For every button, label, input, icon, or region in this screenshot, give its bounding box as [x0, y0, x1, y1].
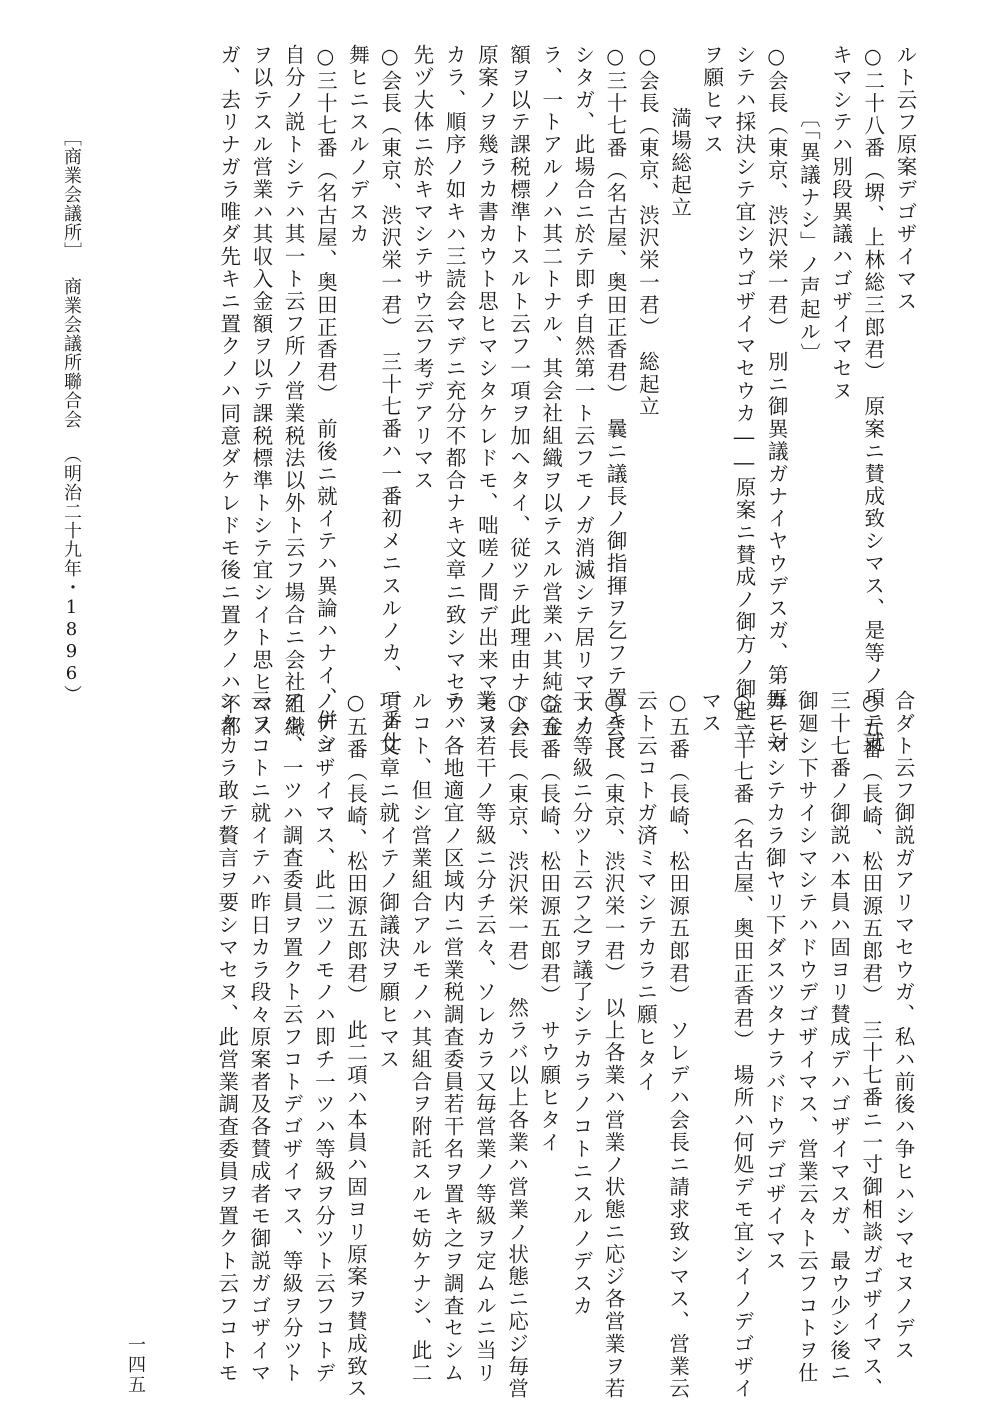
text-column: シタガ、此場合ニ於テ即チ自然第一ト云フモノガ消滅シテ居リマスカ: [570, 44, 595, 739]
text-column: テハ各地適宜ノ区域内ニ営業税調査委員若干名ヲ置キ之ヲ調査セシム: [440, 690, 465, 1385]
text-column: 満場総起立: [667, 107, 692, 219]
text-column: マス: [697, 690, 722, 735]
text-column: ○五番（長崎、松田源五郎君） サウ願ヒタイ: [536, 690, 561, 1154]
text-column: ○五番（長崎、松田源五郎君） ソレデハ会長ニ請求致シマス、営業云: [665, 690, 690, 1401]
text-column: キマシテハ別段異議ハゴザイマセヌ: [828, 44, 853, 403]
text-column: ラ、一トアルノハ其二トナル、其会社組織ヲ以テスル営業ハ其純益金: [538, 44, 563, 739]
text-column: ノデゴザイマス、此二ツノモノハ即チ一ツハ等級ヲ分ツト云フコトデ: [311, 690, 336, 1385]
text-column: ○五番（長崎、松田源五郎君） 此二項ハ本員ハ固ヨリ原案ヲ賛成致ス: [343, 690, 368, 1401]
text-column: ルコト、但シ営業組合アルモノハ其組合ヲ附託スルモ妨ケナシ、此二: [407, 690, 432, 1385]
text-column: 合ダト云フ御説ガアリマセウガ、私ハ前後ハ争ヒハシマセヌノデス: [891, 690, 915, 1362]
running-header: [58, 128, 84, 704]
text-column: 自分ノ説トシテハ其一ト云フ所ノ営業税法以外ト云フ場合ニ会社組織: [281, 44, 306, 739]
header-title: 商業会議所聯合会: [61, 277, 82, 429]
text-column: 項ノ文章ニ就イテノ御議決ヲ願ヒマス: [375, 690, 400, 1071]
text-column: ○会長（東京、渋沢栄一君） 別ニ御異議ガナイヤウデスガ、第五ニ対: [764, 44, 789, 755]
text-column: ○五番（長崎、松田源五郎君） 三十七番ニ一寸御相談ガゴザイマス、: [858, 690, 883, 1401]
text-column: ヲ以テスル営業ハ其収入金額ヲ以テ課税標準トシテ宜シイト思ヒマス: [248, 44, 273, 739]
text-column: 御廻シ下サイシマシテハドウデゴザイマス、営業云々ト云フコトヲ仕: [794, 690, 819, 1385]
upper-text-block: [213, 44, 921, 755]
text-column: 先ヅ大体ニ於キマシテサウ云フ考デアリマス: [409, 44, 434, 492]
text-column: 業ヲ若干ノ等級ニ分チ云々、ソレカラ又毎営業ノ等級ヲ定ムルニ当リ: [472, 690, 497, 1385]
text-column: ○二十八番（堺、上林総三郎君） 原案ニ賛成致シマス、是等ノ項ニ就: [860, 44, 885, 755]
text-column: カラ、順序ノ如キハ三読会マデニ充分不都合ナキ文章ニ致シマセウ、: [442, 44, 467, 739]
text-column: ○会長（東京、渋沢栄一君） 総起立: [635, 44, 660, 419]
text-column: 〔「異議ナシ」ノ声起ル〕: [796, 107, 821, 366]
text-column: ルト云フ原案デゴザイマス: [893, 44, 917, 313]
text-column: ○三十七番（名古屋、奥田正香君） 場所ハ何処デモ宜シイノデゴザイ: [729, 690, 754, 1401]
text-column: 干ノ等級ニ分ツト云フ之ヲ議了シテカラノコトニスルノデスカ: [568, 690, 593, 1318]
text-column: ヲ願ヒマス: [699, 44, 724, 156]
text-column: 云フコトニ就イテハ昨日カラ段々原案者及各賛成者モ御説ガゴザイマ: [246, 690, 271, 1385]
text-column: 原案ノヲ幾ラカ書カウト思ヒマシタケレドモ、咄嗟ノ間デ出来マセヌ: [474, 44, 499, 739]
text-column: アル、一ツハ調査委員ヲ置クト云フコトデゴザイマス、等級ヲ分ツト: [279, 690, 304, 1385]
text-column: 舞ヒニスルノデスカ: [345, 44, 370, 246]
page-number: 一四五: [125, 1335, 146, 1395]
header-section: ［商業会議所］: [61, 128, 82, 261]
text-column: 舞ヒマシテカラ御ヤリ下ダスツタナラバドウデゴザイマス: [762, 690, 787, 1273]
text-column: ○会長（東京、渋沢栄一君） 以上各業ハ営業ノ状態ニ応ジ各営業ヲ若: [601, 690, 626, 1401]
text-column: シテハ採決シテ宜シウゴザイマセウカ――原案ニ賛成ノ御方ノ御起立: [731, 44, 756, 746]
lower-text-block: [211, 690, 919, 1401]
text-column: 三十七番ノ御説ハ本員ハ固ヨリ賛成デハゴザイマスガ、最ウ少シ後ニ: [826, 690, 851, 1385]
text-column: シタカラ敢テ贅言ヲ要シマセヌ、此営業調査委員ヲ置クト云フコトモ: [214, 690, 239, 1385]
text-column: ガ、去リナガラ唯ダ先キニ置クノハ同意ダケレドモ後ニ置クノハ不都: [216, 44, 241, 739]
text-column: 額ヲ以テ課税標準トスルト云フ一項ヲ加ヘタイ、従ツテ此理由ナドハ: [506, 44, 531, 739]
text-column: ○会長（東京、渋沢栄一君） 三十七番ハ一番初メニスルノカ、一番仕: [377, 44, 402, 755]
text-column: ○会長（東京、渋沢栄一君） 然ラバ以上各業ハ営業ノ状態ニ応ジ毎営: [504, 690, 529, 1401]
text-column: ○三十七番（名古屋、奥田正香君） 前後ニ就イテハ異論ハナイ、併シ: [313, 44, 338, 755]
text-column: ○三十七番（名古屋、奥田正香君） 曩ニ議長ノ御指揮ヲ乞フテ置キマ: [603, 44, 628, 755]
text-column: 云ト云コトガ済ミマシテカラニ願ヒタイ: [633, 690, 658, 1094]
header-era: （明治二十九年・1896）: [61, 445, 82, 704]
